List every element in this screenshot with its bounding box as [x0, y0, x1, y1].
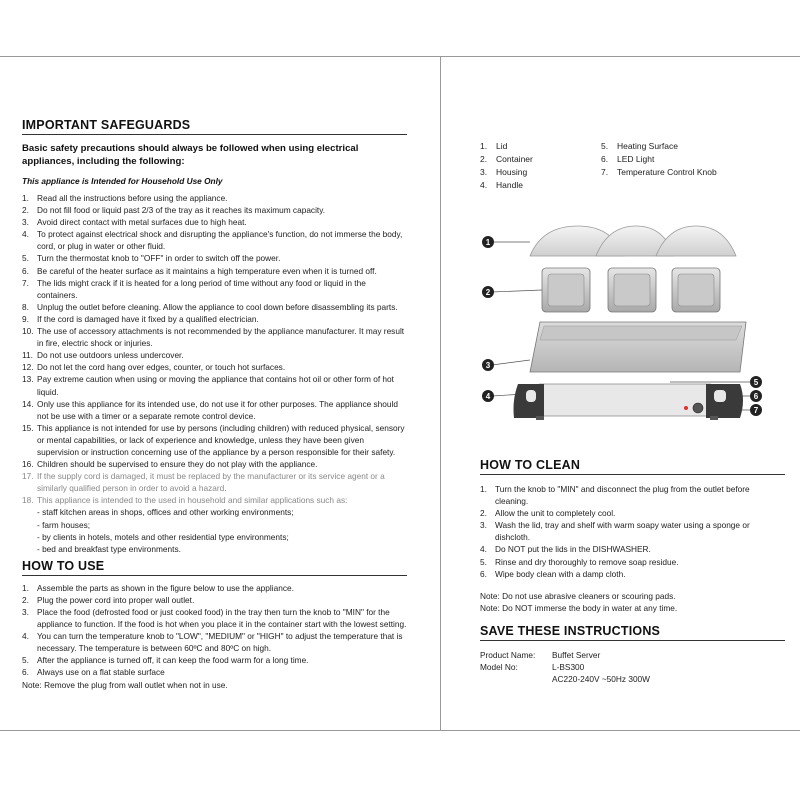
list-item: 3. Wash the lid, tray and shelf with warm soapy water using a sponge or dishcloth.: [480, 520, 750, 543]
container-drawing: [542, 268, 720, 312]
cleaning-note: Note: Do NOT immerse the body in water at any time.: [480, 602, 678, 613]
exploded-parts-diagram: [478, 222, 778, 462]
part-item: 4. Handle: [480, 180, 523, 190]
heating-base-drawing: [514, 384, 744, 420]
bottom-border: [0, 730, 800, 731]
svg-text:4: 4: [485, 392, 491, 401]
svg-text:1: 1: [485, 238, 491, 247]
svg-text:7: 7: [753, 406, 759, 415]
list-item: 6. Always use on a flat stable surface: [22, 667, 165, 678]
model-value: L-BS300: [552, 661, 585, 672]
part-item: 3. Housing: [480, 167, 528, 177]
column-divider: [440, 57, 441, 730]
list-item: 9. If the cord is damaged have it fixed by a qualified electrician.: [22, 313, 259, 324]
how-to-clean-section: [480, 458, 785, 685]
list-item: 12. Do not let the cord hang over edges, counter, or touch hot surfaces.: [22, 362, 286, 373]
how-to-use-heading: HOW TO USE: [22, 559, 407, 576]
household-use-note: This appliance is Intended for Household Use Only: [22, 176, 223, 186]
how-to-use-list: [22, 582, 407, 679]
list-item: 1. Turn the knob to "MIN" and disconnect the plug from the outlet before cleaning.: [480, 484, 750, 507]
power-rating: AC220-240V ~50Hz 300W: [552, 673, 651, 684]
parts-list-column: [601, 140, 717, 179]
callout-1: [482, 236, 494, 248]
list-item: 1. Read all the instructions before using the appliance.: [22, 193, 228, 203]
callout-4: [482, 390, 494, 402]
list-item: 4. To protect against electrical shock and disrupting the appliance's function, do not immerse the body, cord, or plug in water or other fluid.: [22, 229, 403, 252]
part-item: 7. Temperature Control Knob: [601, 167, 717, 177]
list-item: 7. The lids might crack if it is heated for a long period of time without any food or liquid in the containers.: [22, 277, 366, 300]
list-item: 3. Place the food (defrosted food or just cooked food) in the tray then turn the knob to "MIN" for the appliance to function. If the food is hot when you place it in the container start with the lowest setting.: [22, 607, 407, 630]
list-item: 17. If the supply cord is damaged, it must be replaced by the manufacturer or its service agent or a similarly qualified person in order to avoid a hazard.: [22, 471, 385, 494]
usage-environment: - staff kitchen areas in shops, offices and other working environments;: [37, 507, 294, 518]
list-item: 4. You can turn the temperature knob to "LOW", "MEDIUM" or "HIGH" to adjust the temperature that is necessary. The temperature is between 60ºC and 80ºC on high.: [22, 631, 403, 654]
callout-3: [482, 359, 494, 371]
how-to-use-note: Note: Remove the plug from wall outlet when not in use.: [22, 679, 228, 690]
product-name-row: [480, 649, 785, 661]
model-row: [480, 661, 785, 673]
list-item: 6. Wipe body clean with a damp cloth.: [480, 568, 626, 579]
list-item: 18. This appliance is intended to the used in household and similar applications such as:: [22, 495, 348, 506]
part-item: 2. Container: [480, 154, 533, 164]
product-info: [480, 649, 785, 685]
part-item: 1. Lid: [480, 141, 508, 151]
housing-drawing: [530, 322, 746, 372]
part-item: 6. LED Light: [601, 154, 655, 164]
save-instructions-heading: SAVE THESE INSTRUCTIONS: [480, 624, 785, 641]
how-to-clean-heading: HOW TO CLEAN: [480, 458, 785, 475]
power-row: [480, 673, 785, 685]
product-name-label: Product Name:: [480, 649, 536, 660]
callout-2: [482, 286, 494, 298]
safeguards-list: [22, 192, 407, 506]
svg-text:2: 2: [485, 288, 491, 297]
list-item: 16. Children should be supervised to ensure they do not play with the appliance.: [22, 459, 318, 470]
list-item: 1. Assemble the parts as shown in the figure below to use the appliance.: [22, 582, 294, 593]
callout-5: [750, 376, 762, 388]
list-item: 3. Avoid direct contact with metal surfaces due to high heat.: [22, 217, 247, 228]
list-item: 5. After the appliance is turned off, it can keep the food warm for a long time.: [22, 655, 309, 666]
svg-text:5: 5: [753, 378, 759, 387]
list-item: 14. Only use this appliance for its intended use, do not use it for other purposes. The appliance should not be use with a timer or a separate remote control device.: [22, 398, 398, 421]
how-to-clean-list: [480, 483, 785, 580]
list-item: 11. Do not use outdoors unless undercover.: [22, 350, 184, 361]
usage-environment: - bed and breakfast type environments.: [37, 543, 181, 554]
list-item: 4. Do NOT put the lids in the DISHWASHER.: [480, 544, 651, 555]
usage-environment: - by clients in hotels, motels and other residential type environments;: [37, 531, 289, 542]
list-item: 13. Pay extreme caution when using or moving the appliance that contains hot oil or other form of hot liquid.: [22, 374, 394, 397]
safeguards-intro: Basic safety precautions should always be followed when using electrical appliances, including the following:: [22, 143, 359, 167]
cleaning-note: Note: Do not use abrasive cleaners or scouring pads.: [480, 590, 676, 601]
usage-environment: - farm houses;: [37, 519, 91, 530]
model-label: Model No:: [480, 661, 518, 672]
callout-7: [750, 404, 762, 416]
callout-6: [750, 390, 762, 402]
list-item: 5. Rinse and dry thoroughly to remove soap residue.: [480, 556, 679, 567]
svg-text:3: 3: [485, 361, 491, 370]
lid-drawing: [530, 226, 736, 256]
part-item: 5. Heating Surface: [601, 141, 678, 151]
parts-list-column: [480, 140, 533, 192]
left-column: [22, 118, 407, 691]
list-item: 10. The use of accessory attachments is not recommended by the appliance manufacturer. It may result in fire, electric shock or injuries.: [22, 326, 405, 349]
list-item: 6. Be careful of the heater surface as it maintains a high temperature even when it is turned off.: [22, 265, 377, 276]
top-border: [0, 56, 800, 57]
product-name-value: Buffet Server: [552, 649, 601, 660]
list-item: 2. Do not fill food or liquid past 2/3 of the tray as it reaches its maximum capacity.: [22, 205, 326, 216]
list-item: 5. Turn the thermostat knob to "OFF" in order to switch off the power.: [22, 253, 281, 264]
list-item: 2. Allow the unit to completely cool.: [480, 508, 616, 519]
svg-text:6: 6: [753, 392, 759, 401]
safeguards-heading: IMPORTANT SAFEGUARDS: [22, 118, 407, 135]
list-item: 15. This appliance is not intended for use by persons (including children) with reduced physical, sensory or mental capabilities, or lack of experience and knowledge, unless they have been given supervision or instruction concerning use of the appliance by a person responsible for their safety.: [22, 422, 405, 457]
list-item: 2. Plug the power cord into proper wall outlet.: [22, 594, 195, 605]
list-item: 8. Unplug the outlet before cleaning. Allow the appliance to cool down before disassembling its parts.: [22, 301, 398, 312]
